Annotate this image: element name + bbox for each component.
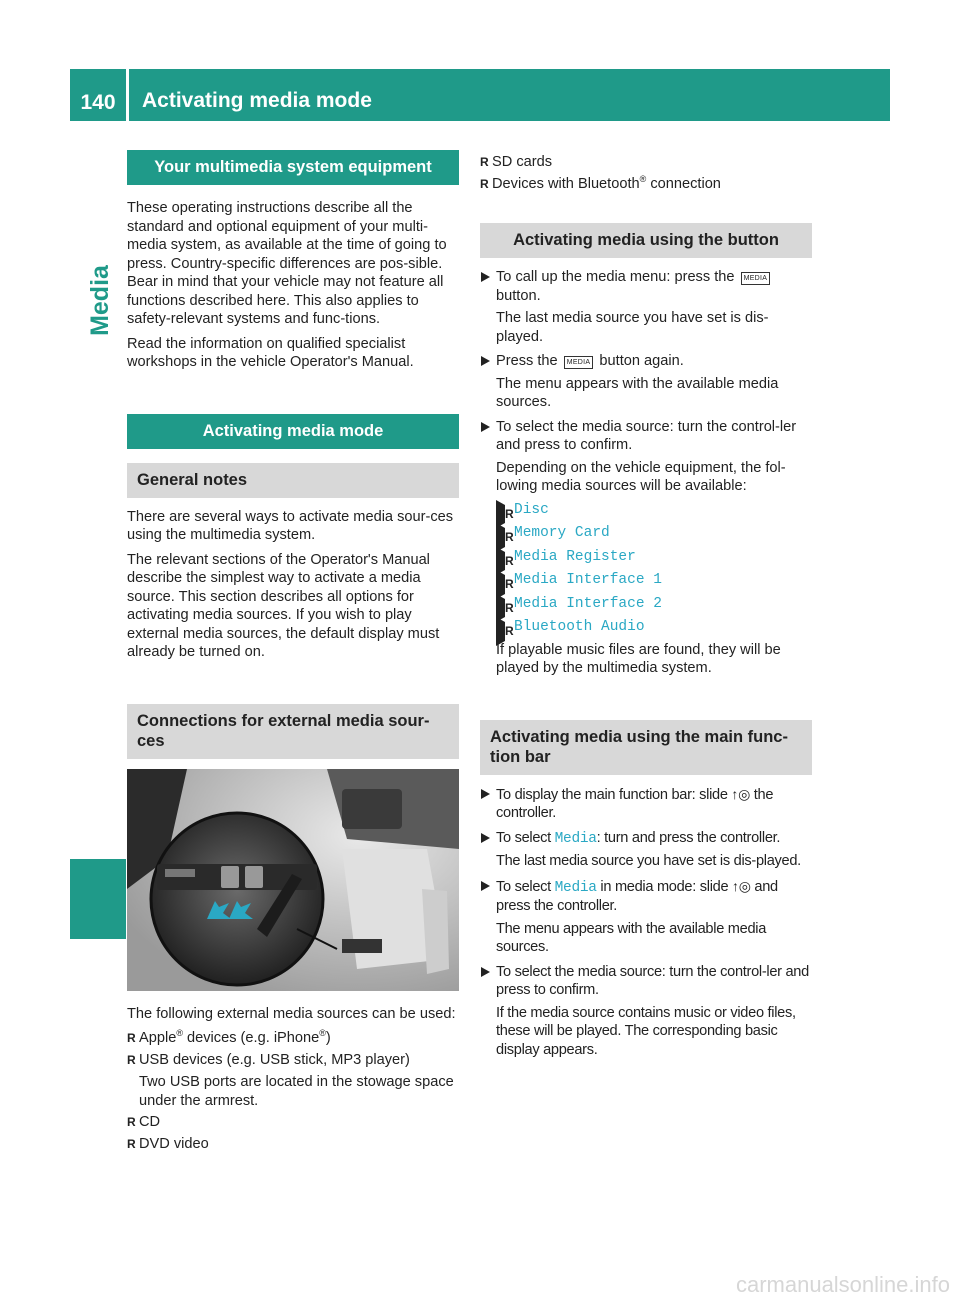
registered-mark: ® (639, 173, 647, 184)
step-text: To select (496, 878, 555, 895)
general-notes-paragraph-2: The relevant sections of the Operator's Manual describe the simplest way to activate a media source. This section describes all options for activating media sources. If you wish to play external media sources, the default display must already be turned on. (127, 551, 440, 660)
step-item (480, 418, 812, 678)
source-memory-card: Memory Card (514, 525, 610, 541)
list-item (480, 153, 812, 172)
source-media-interface-2: Media Interface 2 (514, 595, 662, 612)
step-item (480, 963, 812, 1060)
list-item (127, 1135, 459, 1154)
source-media-interface-1: Media Interface 1 (514, 572, 662, 588)
button-steps (480, 268, 812, 678)
list-item (496, 500, 812, 520)
apple-text-c: ) (325, 1030, 331, 1046)
step-result: The menu appears with the available media sources. (496, 375, 779, 410)
usb-ports-illustration (127, 769, 459, 991)
source-media-register: Media Register (514, 548, 636, 565)
step-result: The last media source you have set is dis-played. (496, 310, 769, 345)
registered-mark: ® (319, 1028, 326, 1039)
registered-mark: ® (176, 1028, 183, 1039)
list-item (496, 617, 812, 637)
spacer (127, 378, 459, 414)
heading-activating-media-mode: Activating media mode (127, 414, 459, 449)
spacer (480, 684, 812, 720)
controller-slide-icon: ↑◎ (732, 877, 751, 894)
source-disc: Disc (514, 501, 549, 518)
right-column (480, 153, 812, 1065)
step-text: in media mode: slide (596, 878, 733, 895)
step-text: Press the (496, 353, 562, 369)
connections-intro: The following external media sources can be used: (127, 1005, 456, 1022)
step-text: To select the media source: turn the control-ler and press to confirm. (496, 963, 809, 998)
page-header (70, 69, 890, 121)
general-notes-paragraph-1: There are several ways to activate media sour-ces using the multimedia system. (127, 508, 454, 543)
list-item (480, 175, 812, 194)
list-item (127, 1113, 459, 1132)
dvd-text: DVD video (139, 1135, 209, 1152)
step-result: If playable music files are found, they will be played by the multimedia system. (496, 641, 781, 676)
watermark: carmanualsonline.info (735, 1272, 950, 1297)
step-note: Depending on the vehicle equipment, the fol-lowing media sources will be available: (496, 459, 786, 494)
step-text: To call up the media menu: press the (496, 269, 739, 285)
list-item (496, 523, 812, 543)
step-text: To select the media source: turn the control-ler and press to confirm. (496, 418, 797, 453)
step-text: To select (496, 829, 555, 846)
left-column (127, 150, 459, 1159)
step-text: and press the controller. (496, 878, 778, 914)
media-menu-item: Media (554, 879, 597, 896)
media-key-icon: MEDIA (564, 356, 594, 369)
apple-text-a: Apple (139, 1030, 177, 1046)
usb-ports-photo (127, 769, 459, 991)
media-key-icon: MEDIA (741, 272, 771, 285)
cd-text: CD (139, 1114, 161, 1130)
bluetooth-text-a: Devices with Bluetooth (492, 175, 640, 192)
list-item (496, 594, 812, 614)
header-divider (126, 69, 129, 121)
list-item (127, 1051, 459, 1111)
step-item (480, 877, 812, 957)
media-sources-list (496, 500, 812, 637)
spacer (480, 199, 812, 223)
function-bar-steps (480, 785, 812, 1060)
step-item (480, 268, 812, 346)
step-item (480, 352, 812, 412)
list-item (496, 547, 812, 567)
step-text: the controller. (496, 786, 774, 821)
heading-general-notes: General notes (127, 463, 459, 498)
step-item (480, 785, 812, 823)
page-number: 140 (80, 91, 116, 114)
equipment-paragraph-1: These operating instructions describe all the standard and optional equipment of your multi-media system, as available at the time of going to press. Country-specific differences are pos-sible. Bear in mind that your vehicle may not feature all functions described here. This also applies to safety-relevant systems and func-tions. (127, 200, 447, 327)
step-text: button again. (595, 353, 684, 369)
equipment-paragraph-2: Read the information on qualified specialist workshops in the vehicle Operator's Manual. (127, 335, 414, 370)
usb-text: USB devices (e.g. USB stick, MP3 player) (139, 1051, 410, 1068)
step-text: button. (496, 287, 541, 304)
external-sources-list (127, 1029, 459, 1153)
list-item (127, 1029, 459, 1048)
usb-note: Two USB ports are located in the stowage space under the armrest. (139, 1074, 454, 1109)
page-title: Activating media mode (142, 89, 372, 112)
sd-text: SD cards (492, 154, 553, 170)
step-text: : turn and press the controller. (596, 829, 781, 846)
heading-function-bar: Activating media using the main func-tion bar (480, 720, 812, 775)
side-tab-label-wrap (78, 240, 122, 360)
step-result: The last media source you have set is dis-played. (496, 853, 801, 869)
side-tab-marker (70, 859, 126, 939)
spacer (127, 668, 459, 704)
controller-slide-icon: ↑◎ (731, 785, 751, 802)
step-result: The menu appears with the available media sources. (496, 920, 767, 955)
heading-connections: Connections for external media sour-ces (127, 704, 459, 759)
apple-text-b: devices (e.g. iPhone (182, 1030, 320, 1046)
side-tab-label: Media (85, 264, 114, 336)
heading-equipment: Your multimedia system equipment (127, 150, 459, 185)
step-text: To display the main function bar: slide (496, 786, 732, 803)
source-bluetooth-audio: Bluetooth Audio (514, 619, 645, 635)
heading-activating-button: Activating media using the button (480, 223, 812, 258)
media-menu-item: Media (554, 830, 597, 847)
more-sources-list (480, 153, 812, 193)
bluetooth-text-b: connection (646, 175, 721, 192)
step-item (480, 829, 812, 871)
list-item (496, 570, 812, 590)
step-result: If the media source contains music or video files, these will be played. The corresponding basic display appears. (496, 1004, 796, 1058)
